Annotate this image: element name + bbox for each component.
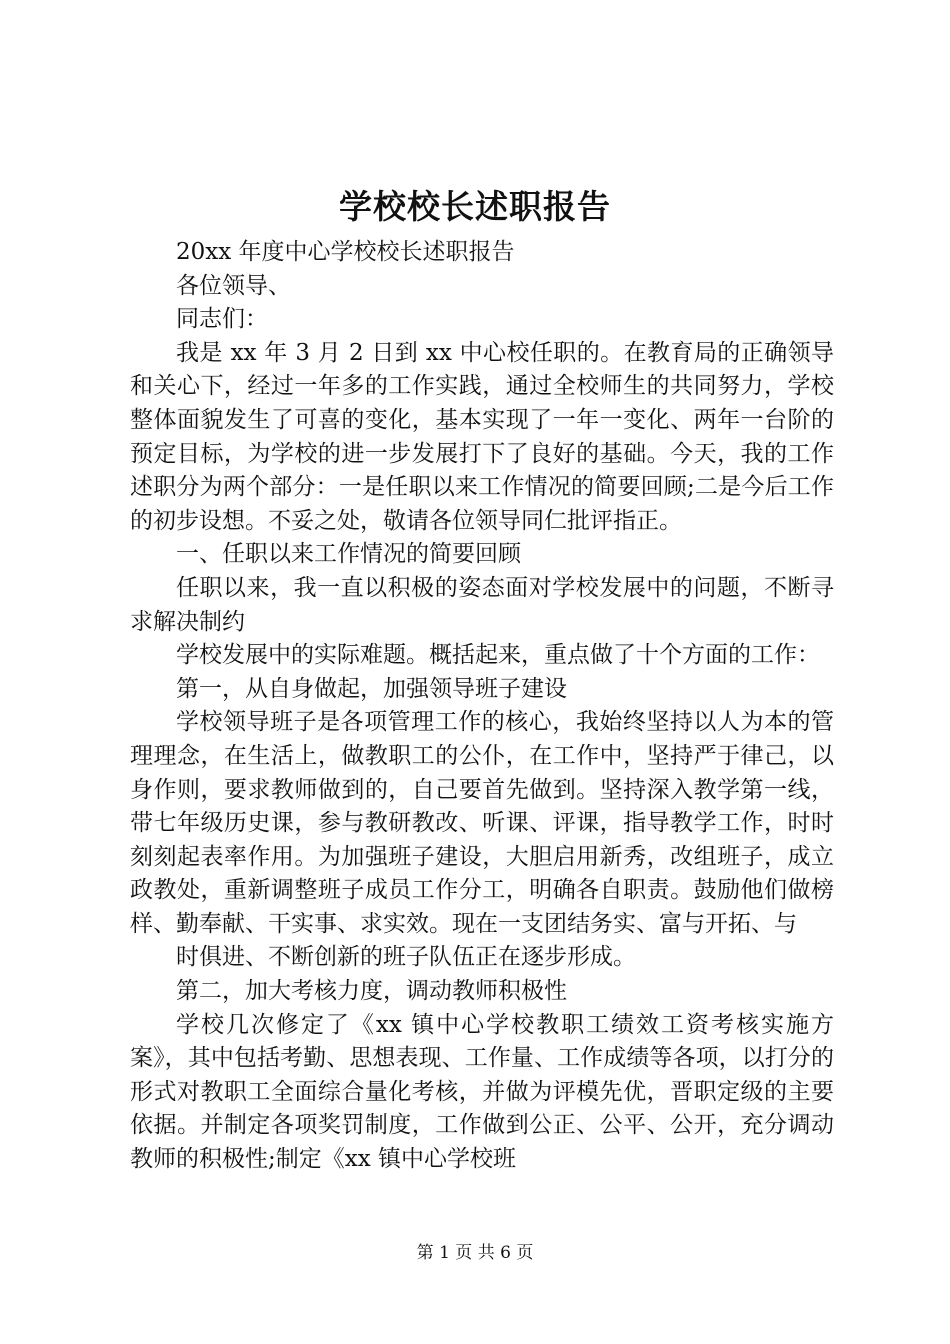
body-paragraph: 学校几次修定了《xx 镇中心学校教职工绩效工资考核实施方案》，其中包括考勤、思想表现、工作量、工作成绩等各项，以打分的形式对教职工全面综合量化考核，并做为评模先优，晋职定级的主要依据。并制定各项奖罚制度，工作做到公正、公平、公开，充分调动教师的积极性;制定《xx 镇中心学校班	[130, 1011, 834, 1173]
body-paragraph: 学校发展中的实际难题。概括起来，重点做了十个方面的工作：	[176, 642, 820, 669]
section-heading: 一、任职以来工作情况的简要回顾	[176, 541, 521, 568]
subsection-heading: 第二，加大考核力度，调动教师积极性	[176, 978, 567, 1005]
document-body	[130, 236, 834, 1177]
subtitle-paragraph: 20xx 年度中心学校校长述职报告	[176, 239, 515, 265]
document-title: 学校校长述职报告	[339, 187, 611, 226]
page-footer: 第 1 页 共 6 页	[416, 1243, 534, 1263]
body-paragraph: 任职以来，我一直以积极的姿态面对学校发展中的问题，不断寻求解决制约	[130, 574, 834, 635]
body-paragraph: 我是 xx 年 3 月 2 日到 xx 中心校任职的。在教育局的正确领导和关心下，经过一年多的工作实践，通过全校师生的共同努力，学校整体面貌发生了可喜的变化，基本实现了一年一变化、两年一台阶的预定目标，为学校的进一步发展打下了良好的基础。今天，我的工作述职分为两个部分：一是任职以来工作情况的简要回顾;二是今后工作的初步设想。不妥之处，敬请各位领导同仁批评指正。	[130, 339, 834, 534]
body-paragraph: 时俱进、不断创新的班子队伍正在逐步形成。	[176, 944, 636, 971]
salutation-line: 各位领导、	[176, 272, 291, 299]
subsection-heading: 第一，从自身做起，加强领导班子建设	[176, 675, 567, 702]
salutation-line: 同志们：	[176, 306, 268, 333]
body-paragraph: 学校领导班子是各项管理工作的核心，我始终坚持以人为本的管理理念，在生活上，做教职工的公仆，在工作中，坚持严于律己，以身作则，要求教师做到的，自己要首先做到。坚持深入教学第一线，带七年级历史课，参与教研教改、听课、评课，指导教学工作，时时刻刻起表率作用。为加强班子建设，大胆启用新秀，改组班子，成立政教处，重新调整班子成员工作分工，明确各自职责。鼓励他们做榜样、勤奉献、干实事、求实效。现在一支团结务实、富与开拓、与	[130, 709, 834, 937]
